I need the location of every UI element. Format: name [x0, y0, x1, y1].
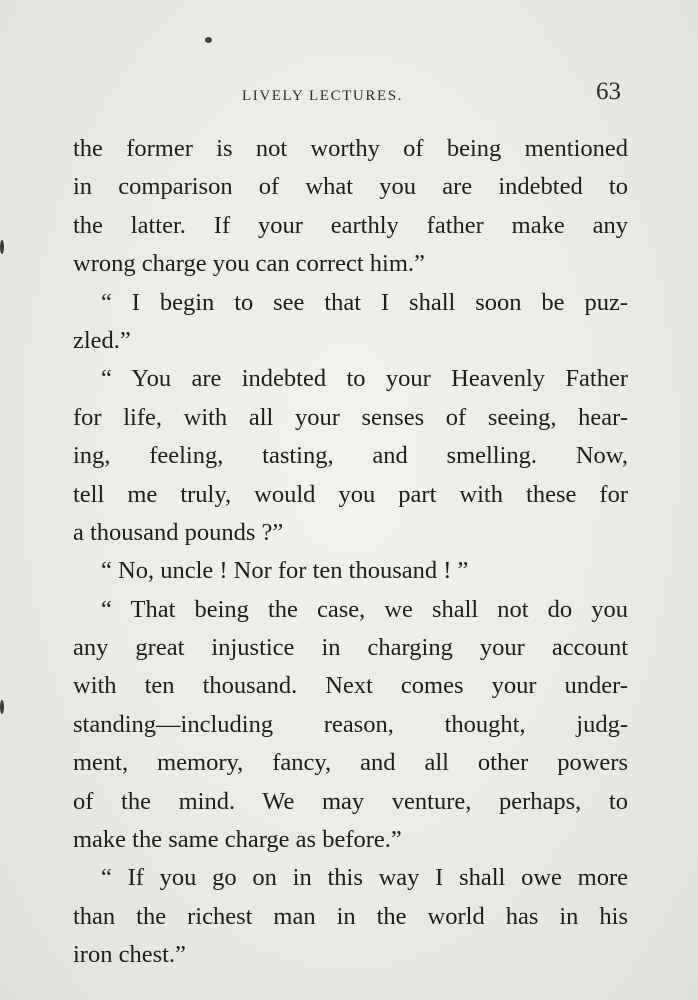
ink-speck — [205, 37, 212, 43]
text-line: “ No, uncle ! Nor for ten thousand ! ” — [101, 557, 469, 585]
text-line: ment, memory, fancy, and all other powers — [73, 749, 628, 777]
text-line: than the richest man in the world has in his — [73, 902, 628, 930]
page-edge-mark — [0, 700, 4, 714]
text-line: any great injustice in charging your account — [73, 634, 628, 662]
text-line: ing, feeling, tasting, and smelling. Now, — [73, 442, 628, 470]
text-line: standing—including reason, thought, judg- — [73, 710, 628, 738]
text-line: “ If you go on in this way I shall owe more — [101, 864, 628, 892]
text-line: the latter. If your earthly father make any — [73, 211, 628, 239]
page-header — [0, 78, 698, 112]
text-line: tell me truly, would you part with these for — [73, 480, 628, 508]
body-text — [73, 130, 628, 975]
text-line: of the mind. We may venture, perhaps, to — [73, 787, 628, 815]
text-line: in comparison of what you are indebted to — [73, 173, 628, 201]
text-line: make the same charge as before.” — [73, 826, 402, 854]
text-line: “ I begin to see that I shall soon be puz- — [101, 288, 628, 316]
text-line: the former is not worthy of being mentioned — [73, 135, 628, 162]
text-line: wrong charge you can correct him.” — [73, 250, 425, 278]
page-edge-mark — [0, 240, 4, 254]
text-line: a thousand pounds ?” — [73, 518, 284, 546]
text-line: with ten thousand. Next comes your under- — [73, 672, 628, 700]
text-line: for life, with all your senses of seeing, hear- — [73, 403, 628, 431]
text-line: “ You are indebted to your Heavenly Father — [101, 365, 628, 393]
text-line: “ That being the case, we shall not do you — [101, 595, 628, 623]
page-number: 63 — [596, 78, 621, 105]
running-head: LIVELY LECTURES. — [242, 88, 404, 104]
text-line: iron chest.” — [73, 941, 186, 969]
text-line: zled.” — [73, 326, 131, 354]
